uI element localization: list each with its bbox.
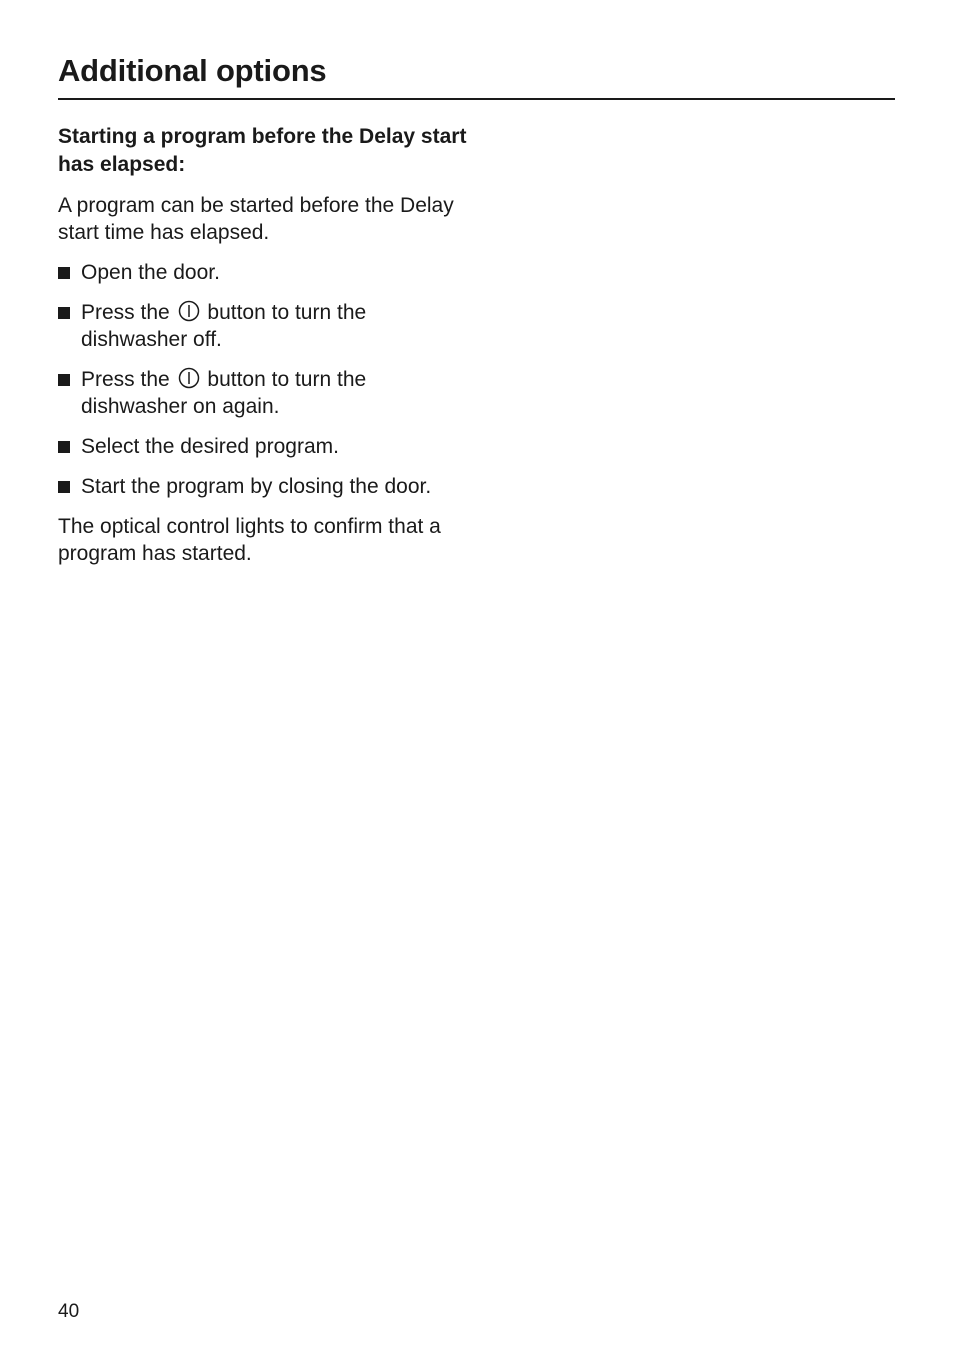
title-divider — [58, 98, 895, 100]
page-number: 40 — [58, 1301, 80, 1322]
instruction-list — [58, 259, 478, 500]
square-bullet-icon — [58, 441, 70, 453]
intro-paragraph: A program can be started before the Delay start time has elapsed. — [58, 194, 454, 244]
power-button-icon — [178, 300, 200, 322]
power-button-icon — [178, 367, 200, 389]
step-text-after: button to turn the dishwasher on again. — [81, 368, 367, 418]
list-item — [58, 433, 478, 460]
step-text: Start the program by closing the door. — [81, 475, 432, 498]
square-bullet-icon — [58, 307, 70, 319]
page-title: Additional options — [58, 53, 327, 88]
square-bullet-icon — [58, 374, 70, 386]
closing-paragraph: The optical control lights to confirm that a program has started. — [58, 515, 441, 565]
step-text: Select the desired program. — [81, 435, 339, 458]
step-text: Open the door. — [81, 261, 220, 284]
step-text — [81, 299, 478, 353]
list-item — [58, 473, 478, 500]
step-text-before: Press the — [81, 301, 170, 324]
square-bullet-icon — [58, 481, 70, 493]
content-column — [58, 123, 478, 567]
square-bullet-icon — [58, 267, 70, 279]
list-item — [58, 299, 478, 353]
section-heading: Starting a program before the Delay start has elapsed: — [58, 125, 467, 176]
list-item — [58, 259, 478, 286]
step-text-after: button to turn the dishwasher off. — [81, 301, 367, 351]
step-text — [81, 366, 478, 420]
list-item — [58, 366, 478, 420]
step-text-before: Press the — [81, 368, 170, 391]
